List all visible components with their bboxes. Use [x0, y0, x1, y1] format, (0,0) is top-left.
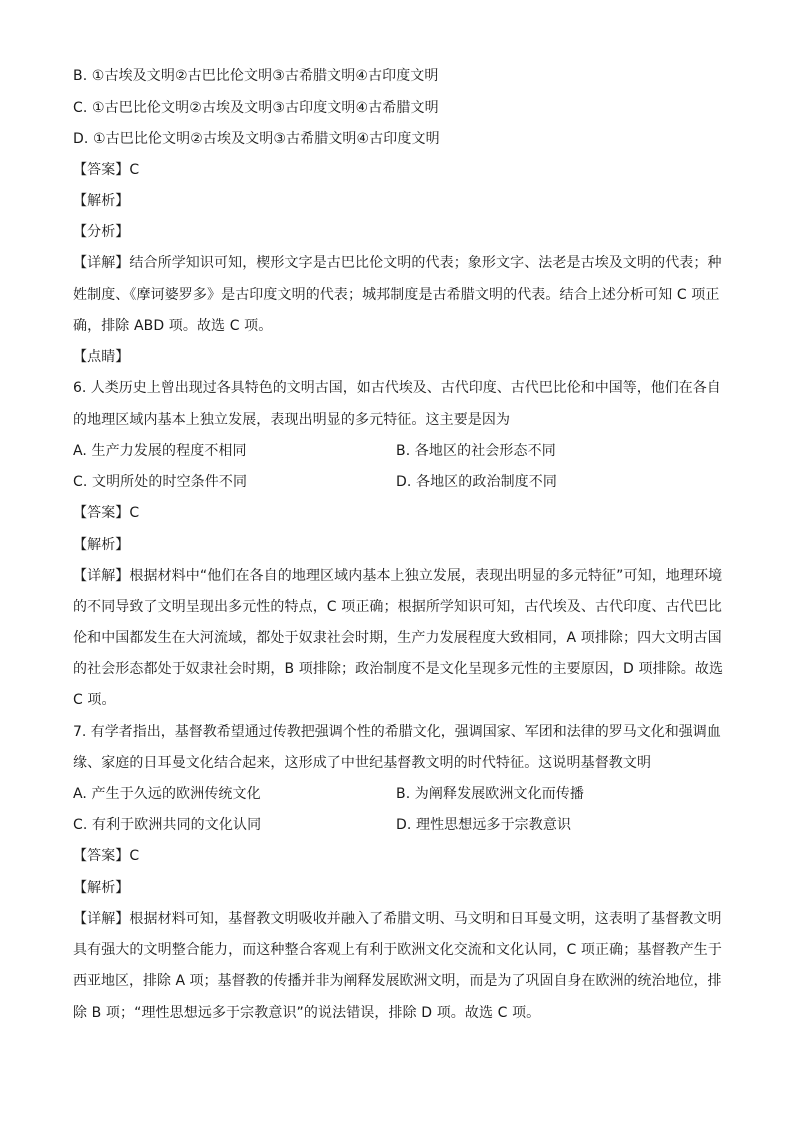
q6-stem-line-2: 的地理区域内基本上独立发展，表现出明显的多元特征。这主要是因为 [73, 412, 511, 428]
q7-answer: 【答案】C [73, 848, 140, 864]
q6-option-a: A. 生产力发展的程度不相同 [73, 443, 247, 459]
q7-option-a: A. 产生于久远的欧洲传统文化 [73, 786, 261, 802]
q5-detail-line-1: 【详解】结合所学知识可知，楔形文字是古巴比伦文明的代表；象形文字、法老是古埃及文明的代表；种 [73, 255, 722, 271]
q5-detail-line-3: 确，排除 ABD 项。故选 C 项。 [73, 318, 273, 334]
q6-detail-line-4: 的社会形态都处于奴隶社会时期，B 项排除；政治制度不是文化呈现多元性的主要原因，D 项排除。故选 [73, 661, 724, 677]
q6-detail-line-2: 的不同导致了文明呈现出多元性的特点，C 项正确；根据所学知识可知，古代埃及、古代印度、古代巴比 [73, 599, 722, 615]
q5-option-b: B. ①古埃及文明②古巴比伦文明③古希腊文明④古印度文明 [73, 68, 439, 84]
q6-analysis-heading: 【解析】 [73, 537, 130, 553]
q5-dianjing-heading: 【点睛】 [73, 349, 130, 365]
q6-option-b: B. 各地区的社会形态不同 [396, 443, 556, 459]
q6-detail-line-3: 伦和中国都发生在大河流域，都处于奴隶社会时期，生产力发展程度大致相同，A 项排除；四大文明古国 [73, 630, 722, 646]
q7-stem-line-2: 缘、家庭的日耳曼文化结合起来，这形成了中世纪基督教文明的时代特征。这说明基督教文明 [73, 755, 652, 771]
q7-option-d: D. 理性思想远多于宗教意识 [396, 817, 572, 833]
q6-option-c: C. 文明所处的时空条件不同 [73, 474, 248, 490]
q5-answer: 【答案】C [73, 162, 140, 178]
q7-detail-line-1: 【详解】根据材料可知，基督教文明吸收并融入了希腊文明、马文明和日耳曼文明，这表明了基督教文明 [73, 911, 722, 927]
q5-option-d: D. ①古巴比伦文明②古埃及文明③古希腊文明④古印度文明 [73, 131, 440, 147]
q7-option-c: C. 有利于欧洲共同的文化认同 [73, 817, 262, 833]
q6-option-d: D. 各地区的政治制度不同 [396, 474, 557, 490]
q5-detail-line-2: 姓制度、《摩诃婆罗多》是古印度文明的代表；城邦制度是古希腊文明的代表。结合上述分析可知 C 项正 [73, 287, 720, 303]
q6-stem-line-1: 6. 人类历史上曾出现过各具特色的文明古国，如古代埃及、古代印度、古代巴比伦和中国等，他们在各自 [73, 380, 721, 396]
q7-detail-line-4: 除 B 项；“理性思想远多于宗教意识”的说法错误，排除 D 项。故选 C 项。 [73, 1005, 541, 1021]
q5-fenxi-heading: 【分析】 [73, 224, 130, 240]
q7-option-b: B. 为阐释发展欧洲文化而传播 [396, 786, 585, 802]
q7-detail-line-3: 西亚地区，排除 A 项；基督教的传播并非为阐释发展欧洲文明，而是为了巩固自身在欧洲的统治地位，排 [73, 973, 722, 989]
q7-stem-line-1: 7. 有学者指出，基督教希望通过传教把强调个性的希腊文化，强调国家、军团和法律的罗马文化和强调血 [73, 724, 721, 740]
q6-detail-line-1: 【详解】根据材料中“他们在各自的地理区域内基本上独立发展，表现出明显的多元特征”可知，地理环境 [73, 568, 723, 584]
q5-option-c: C. ①古巴比伦文明②古埃及文明③古印度文明④古希腊文明 [73, 100, 439, 116]
q7-analysis-heading: 【解析】 [73, 880, 130, 896]
q6-detail-line-5: C 项。 [73, 692, 116, 708]
q6-answer: 【答案】C [73, 505, 140, 521]
q7-detail-line-2: 具有强大的文明整合能力，而这种整合客观上有利于欧洲文化交流和文化认同，C 项正确；基督教产生于 [73, 942, 722, 958]
q5-analysis-heading: 【解析】 [73, 193, 130, 209]
